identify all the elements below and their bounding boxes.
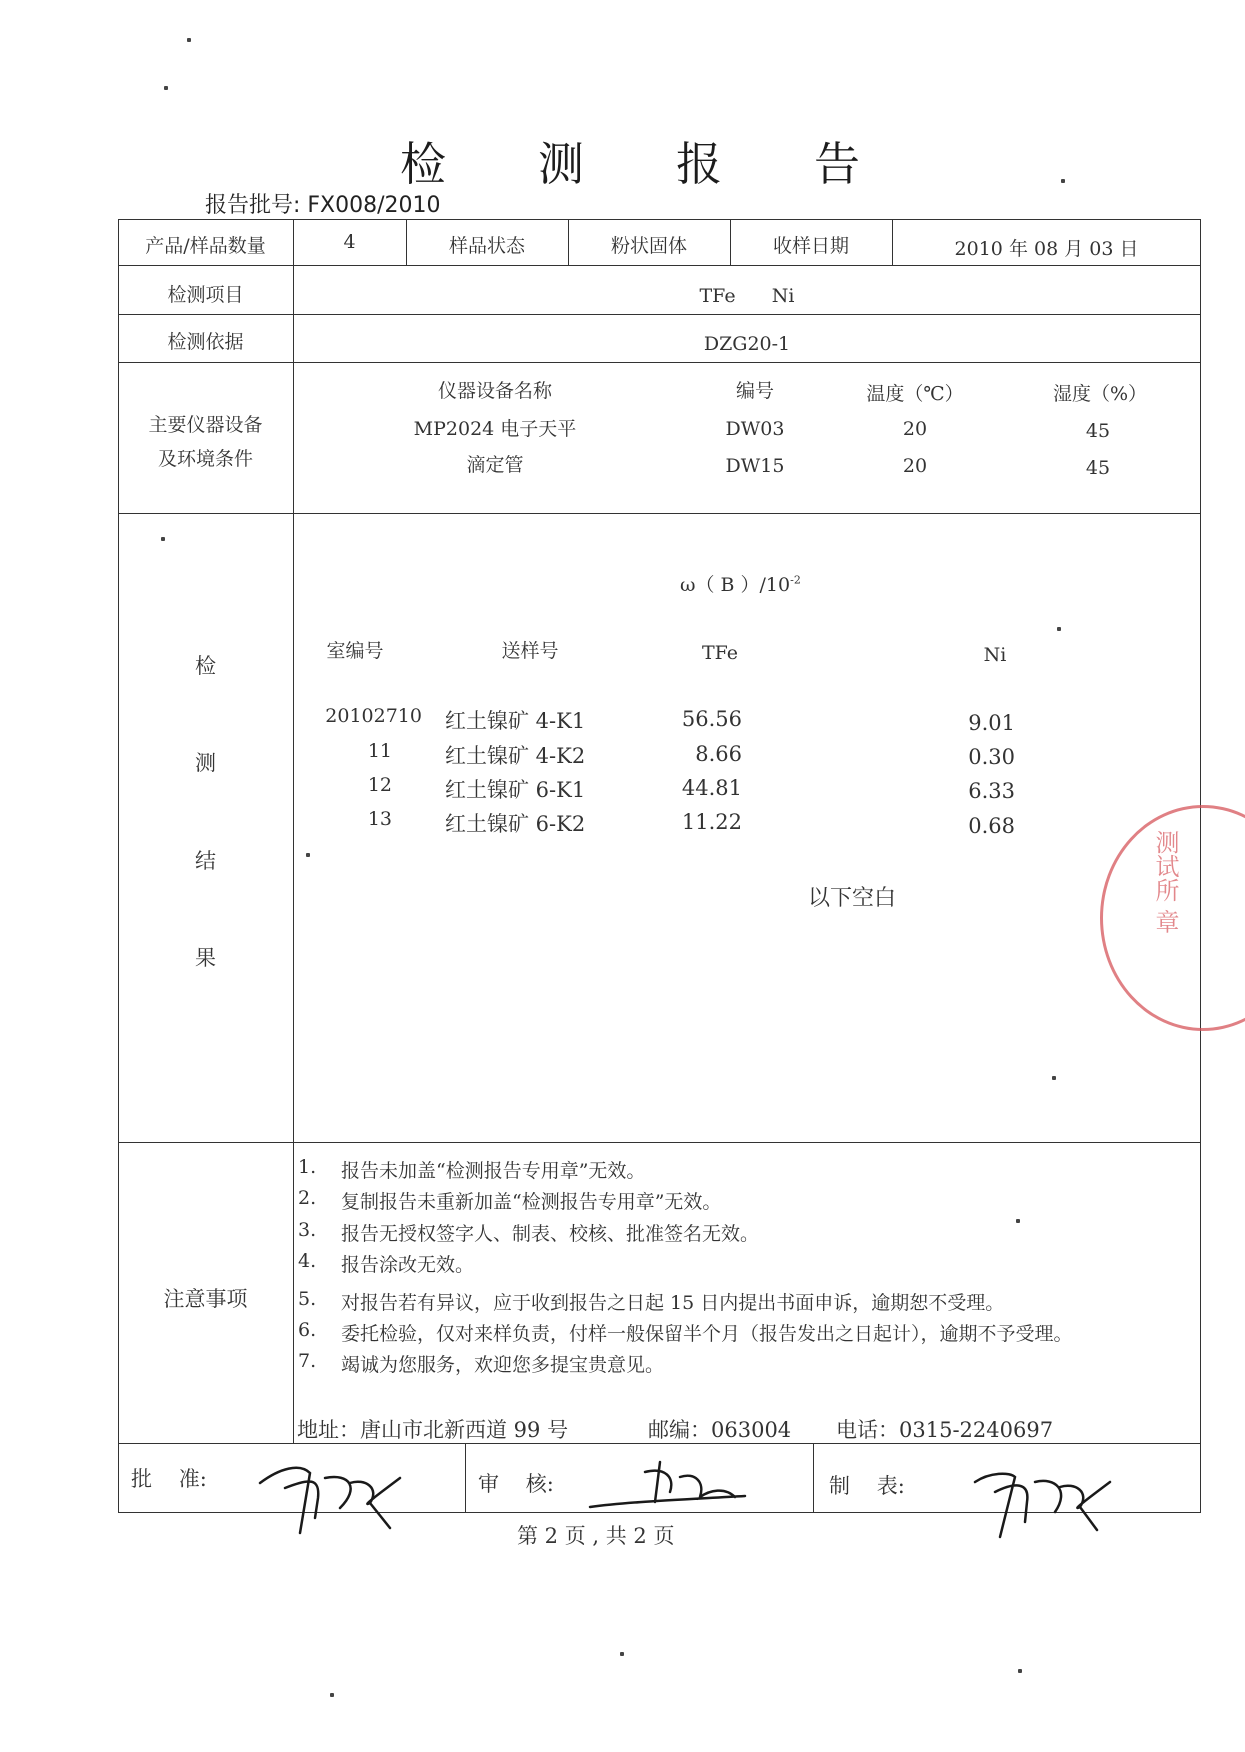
approve-label: 批 准:: [131, 1467, 207, 1491]
equipment-row-name: MP2024 电子天平: [413, 418, 577, 440]
qty-value: 4: [343, 231, 356, 253]
table-row-sample-no: 红土镍矿 6-K2: [445, 812, 586, 836]
scan-speck: [1018, 1669, 1022, 1673]
table-row-ni: 9.01: [968, 711, 1015, 735]
results-label-char: 检: [195, 654, 216, 678]
list-item: 报告未加盖“检测报告专用章”无效。: [341, 1160, 646, 1182]
scan-speck: [306, 853, 310, 857]
list-item: 对报告若有异议，应于收到报告之日起 15 日内提出书面申诉，逾期恕不受理。: [341, 1292, 1005, 1314]
scan-speck: [1057, 627, 1061, 631]
list-item: 委托检验，仅对来样负责，付样一般保留半个月（报告发出之日起计），逾期不予受理。: [341, 1323, 1073, 1345]
prepare-label: 制 表:: [829, 1474, 905, 1498]
table-row-sample-no: 红土镍矿 6-K1: [445, 778, 586, 802]
postcode: 邮编：063004: [648, 1418, 792, 1442]
list-item-number: 1.: [298, 1156, 317, 1178]
items-value: TFe Ni: [699, 285, 795, 307]
official-seal-text: 测试所 章: [1151, 830, 1179, 934]
table-row-sample-no: 红土镍矿 4-K2: [445, 744, 586, 768]
equipment-header-code: 编号: [735, 380, 774, 402]
review-label: 审 核:: [478, 1472, 554, 1496]
equipment-row-temp: 20: [902, 418, 928, 440]
list-item-number: 2.: [298, 1187, 317, 1209]
state-value: 粉状固体: [610, 235, 687, 257]
table-row-tfe: 11.22: [681, 810, 742, 834]
date-label: 收样日期: [772, 235, 849, 257]
table-row-lab-no: 13: [367, 808, 392, 830]
scan-speck: [330, 1693, 334, 1697]
page-footer: 第 2 页 , 共 2 页: [517, 1524, 675, 1548]
equipment-row-temp: 20: [902, 455, 928, 477]
state-label: 样品状态: [448, 235, 525, 257]
table-row-lab-no: 11: [367, 740, 392, 762]
equipment-row-humidity: 45: [1085, 420, 1111, 442]
preparer-signature: [955, 1452, 1135, 1542]
list-item-number: 3.: [298, 1219, 317, 1241]
scan-speck: [1061, 179, 1065, 183]
results-end-note: 以下空白: [808, 886, 897, 911]
results-label-char: 果: [195, 946, 216, 970]
title-char: 检: [400, 137, 446, 191]
results-label-char: 测: [195, 751, 216, 775]
equipment-label-line2: 及环境条件: [157, 448, 253, 470]
basis-value: DZG20-1: [703, 333, 791, 355]
date-value: 2010 年 08 月 03 日: [954, 238, 1139, 260]
results-header-sample-no: 送样号: [501, 640, 559, 662]
results-label-char: 结: [195, 849, 216, 873]
list-item: 报告涂改无效。: [341, 1254, 475, 1276]
report-title: [400, 128, 860, 194]
title-char: 报: [676, 137, 722, 191]
list-item-number: 5.: [298, 1288, 317, 1310]
approver-signature: [240, 1448, 430, 1538]
title-char: 测: [538, 137, 584, 191]
table-row-ni: 6.33: [968, 779, 1015, 803]
equipment-row-humidity: 45: [1085, 457, 1111, 479]
results-unit: [680, 570, 801, 597]
scan-speck: [620, 1652, 624, 1656]
equipment-row-name: 滴定管: [466, 454, 524, 476]
table-row-tfe: 56.56: [681, 707, 742, 731]
equipment-label-line1: 主要仪器设备: [148, 414, 263, 436]
scan-speck: [1016, 1219, 1020, 1223]
table-row-lab-no: 12: [367, 774, 392, 796]
list-item-number: 4.: [298, 1250, 317, 1272]
scan-speck: [1052, 1076, 1056, 1080]
scan-speck: [187, 38, 191, 42]
equipment-row-code: DW03: [725, 418, 785, 440]
results-header-ni: Ni: [983, 644, 1007, 666]
table-row-ni: 0.68: [968, 814, 1015, 838]
equipment-header-name: 仪器设备名称: [437, 380, 552, 402]
notes-label: 注意事项: [163, 1287, 248, 1311]
scan-speck: [161, 537, 165, 541]
results-unit-text: ω（ B ）/10: [680, 574, 791, 596]
qty-label: 产品/样品数量: [145, 235, 266, 257]
list-item: 复制报告未重新加盖“检测报告专用章”无效。: [341, 1191, 722, 1213]
list-item-number: 6.: [298, 1319, 317, 1341]
results-header-lab-no: 室编号: [326, 640, 384, 662]
results-header-tfe: TFe: [701, 642, 739, 664]
title-char: 告: [814, 137, 860, 191]
address: 地址：唐山市北新西道 99 号: [297, 1418, 569, 1442]
reviewer-signature: [585, 1452, 755, 1522]
list-item: 报告无授权签字人、制表、校核、批准签名无效。: [341, 1223, 760, 1245]
scan-speck: [164, 86, 168, 90]
phone: 电话：0315-2240697: [836, 1418, 1054, 1442]
list-item: 竭诚为您服务，欢迎您多提宝贵意见。: [341, 1354, 665, 1376]
equipment-header-temp: 温度（℃）: [866, 383, 964, 405]
batch-number: 报告批号: FX008/2010: [205, 193, 441, 218]
basis-label: 检测依据: [167, 331, 244, 353]
items-label: 检测项目: [167, 284, 244, 306]
list-item-number: 7.: [298, 1350, 317, 1372]
equipment-header-humidity: 湿度（%）: [1052, 383, 1148, 405]
results-unit-exponent: -2: [790, 573, 801, 587]
table-row-ni: 0.30: [968, 745, 1015, 769]
table-row-lab-no: 20102710: [325, 705, 422, 727]
table-row-sample-no: 红土镍矿 4-K1: [445, 709, 586, 733]
table-row-tfe: 44.81: [681, 776, 742, 800]
equipment-row-code: DW15: [725, 455, 785, 477]
table-row-tfe: 8.66: [695, 742, 742, 766]
